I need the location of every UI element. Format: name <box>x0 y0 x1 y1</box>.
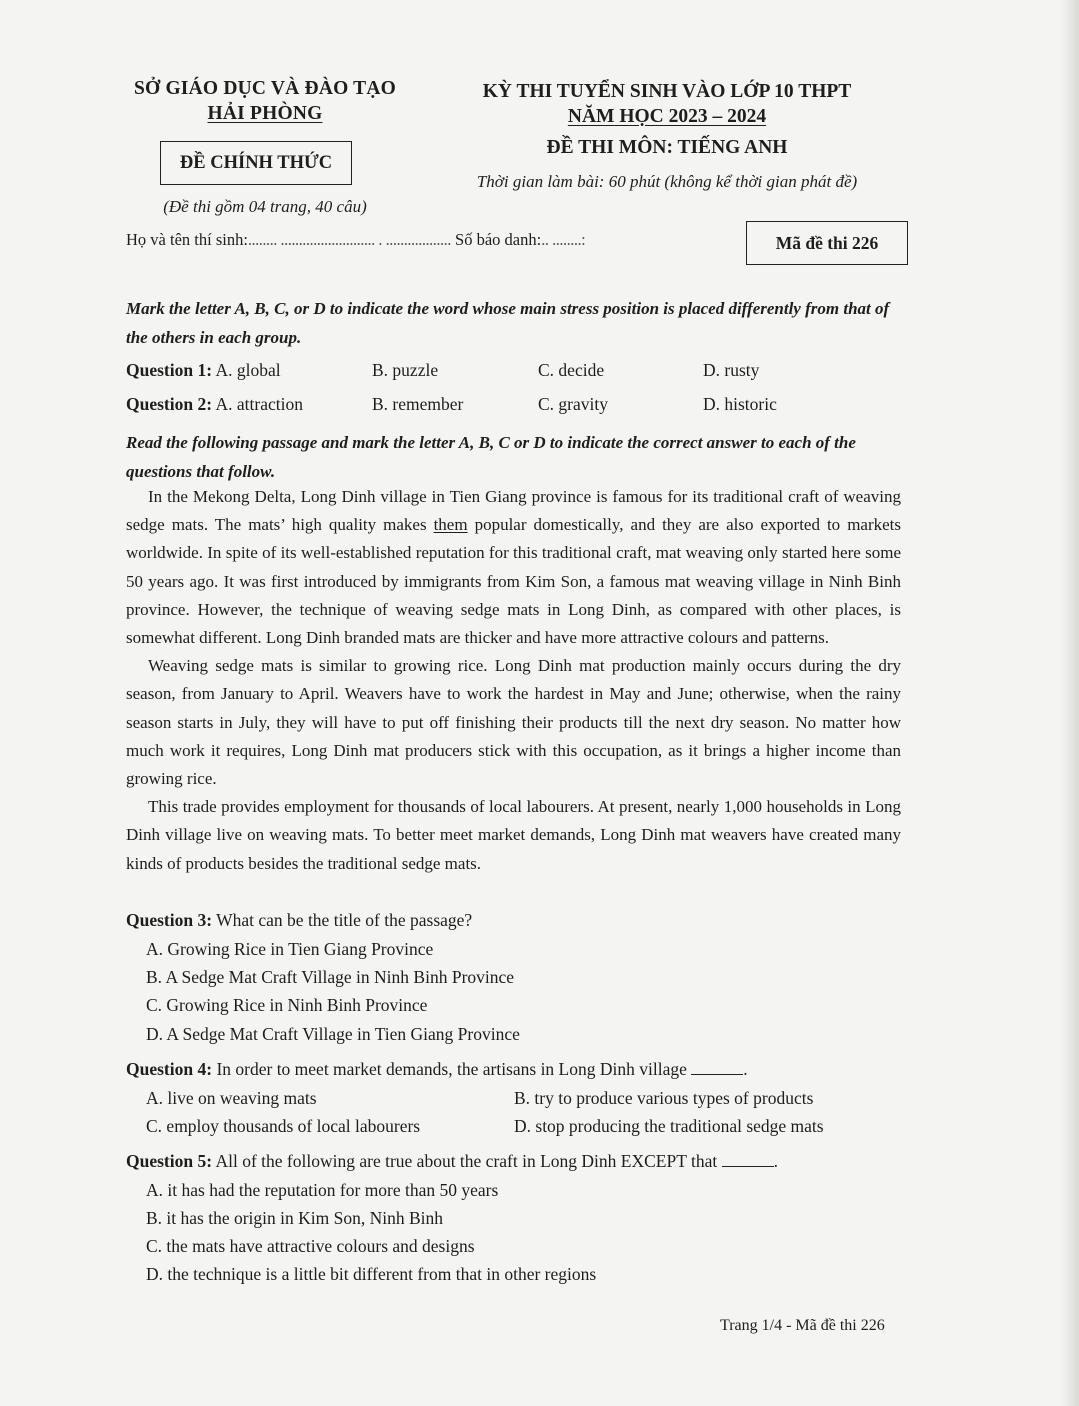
question-5-option-d[interactable]: D. the technique is a little bit different from that in other regions <box>146 1264 597 1284</box>
question-4: Question 4: In order to meet market demands, the artisans in Long Dinh village . <box>126 1059 748 1079</box>
question-4-option-b[interactable]: B. try to produce various types of products <box>514 1088 814 1108</box>
question-4-option-c[interactable]: C. employ thousands of local labourers <box>146 1116 421 1136</box>
official-exam-box: ĐỀ CHÍNH THỨC <box>160 141 352 185</box>
candidate-name-label: Họ và tên thí sinh: <box>126 230 248 249</box>
underlined-word: them <box>433 515 468 535</box>
question-1-label: Question 1: <box>126 360 213 380</box>
section1-instruction: Mark the letter A, B, C, or D to indicate the word whose main stress position is placed differently from that of the others in each group. <box>126 299 890 347</box>
question-1 <box>126 360 886 384</box>
question-4-label: Question 4: <box>126 1059 213 1079</box>
question-4-stem: In order to meet market demands, the artisans in Long Dinh village <box>216 1059 687 1079</box>
question-2-option-b[interactable]: B. remember <box>372 394 464 414</box>
answer-blank <box>691 1060 743 1075</box>
question-4-option-d[interactable]: D. stop producing the traditional sedge mats <box>514 1116 824 1136</box>
exam-subject: ĐỀ THI MÔN: TIẾNG ANH <box>546 137 788 158</box>
page-footer: Trang 1/4 - Mã đề thi 226 <box>720 1317 885 1334</box>
question-2-option-d[interactable]: D. historic <box>703 394 777 414</box>
question-1-option-a[interactable]: A. global <box>215 360 281 380</box>
question-3-option-c[interactable]: C. Growing Rice in Ninh Binh Province <box>146 995 428 1015</box>
candidate-number-field[interactable]: .. ........: <box>541 230 586 249</box>
school-year: NĂM HỌC 2023 – 2024 <box>567 106 767 127</box>
question-2-option-a[interactable]: A. attraction <box>215 394 303 414</box>
question-1-option-d[interactable]: D. rusty <box>703 360 760 380</box>
question-5: Question 5: All of the following are true about the craft in Long Dinh EXCEPT that . <box>126 1151 778 1171</box>
question-5-option-a[interactable]: A. it has had the reputation for more than 50 years <box>146 1180 499 1200</box>
department-header <box>110 76 420 126</box>
question-5-option-b[interactable]: B. it has the origin in Kim Son, Ninh Binh <box>146 1208 444 1228</box>
department-line2: HẢI PHÒNG <box>207 103 323 124</box>
candidate-number-label: Số báo danh: <box>455 230 542 249</box>
question-1-option-b[interactable]: B. puzzle <box>372 360 439 380</box>
question-3-label: Question 3: <box>126 910 213 930</box>
question-5-option-c[interactable]: C. the mats have attractive colours and designs <box>146 1236 475 1256</box>
reading-passage <box>126 483 901 878</box>
exam-header <box>452 79 882 129</box>
passage-paragraph-3: This trade provides employment for thousands of local labourers. At present, nearly 1,000 households in Long Dinh village live on weaving mats. To better meet market demands, Long Dinh mat weavers have created many kinds of products besides the traditional sedge mats. <box>126 797 901 873</box>
question-3 <box>126 910 472 931</box>
question-3-stem: What can be the title of the passage? <box>216 910 473 930</box>
pages-note: (Đề thi gồm 04 trang, 40 câu) <box>163 197 367 216</box>
time-note: Thời gian làm bài: 60 phút (không kể thời gian phát đề) <box>476 172 858 191</box>
exam-code-box: Mã đề thi 226 <box>746 221 908 265</box>
question-2 <box>126 394 886 418</box>
answer-blank <box>722 1152 774 1167</box>
question-1-option-c[interactable]: C. decide <box>538 360 605 380</box>
page-edge-shadow <box>1061 0 1079 1406</box>
question-3-option-a[interactable]: A. Growing Rice in Tien Giang Province <box>146 939 434 959</box>
passage-paragraph-1: In the Mekong Delta, Long Dinh village in Tien Giang province is famous for its traditional craft of weaving sedge mats. The mats’ high quality makes them popular domestically, and they are also exported to markets worldwide. In spite of its well-established reputation for this traditional craft, mat weaving only started here some 50 years ago. It was first introduced by immigrants from Kim Son, a famous mat weaving village in Ninh Binh province. However, the technique of weaving sedge mats in Long Dinh, as compared with other places, is somewhat different. Long Dinh branded mats are thicker and have more attractive colours and patterns. <box>126 487 902 648</box>
candidate-info-row <box>126 230 585 250</box>
candidate-name-field[interactable]: ........ .......................... . .................. <box>247 230 451 249</box>
question-2-label: Question 2: <box>126 394 213 414</box>
passage-paragraph-2: Weaving sedge mats is similar to growing rice. Long Dinh mat production mainly occurs during the dry season, from January to April. Weavers have to work the hardest in May and June; otherwise, when the rainy season starts in July, they will have to put off finishing their products till the next dry season. No matter how much work it requires, Long Dinh mat producers stick with this occupation, as it brings a higher income than growing rice. <box>126 656 901 789</box>
question-3-option-b[interactable]: B. A Sedge Mat Craft Village in Ninh Binh Province <box>146 967 515 987</box>
section2-instruction: Read the following passage and mark the letter A, B, C or D to indicate the correct answer to each of the questions that follow. <box>126 433 856 481</box>
question-4-option-a[interactable]: A. live on weaving mats <box>146 1088 317 1108</box>
exam-title: KỲ THI TUYỂN SINH VÀO LỚP 10 THPT <box>482 81 852 102</box>
department-line1: SỞ GIÁO DỤC VÀ ĐÀO TẠO <box>133 78 397 99</box>
question-5-label: Question 5: <box>126 1151 213 1171</box>
question-3-option-d[interactable]: D. A Sedge Mat Craft Village in Tien Giang Province <box>146 1024 520 1044</box>
question-5-stem: All of the following are true about the craft in Long Dinh EXCEPT that <box>215 1151 718 1171</box>
question-2-option-c[interactable]: C. gravity <box>538 394 608 414</box>
